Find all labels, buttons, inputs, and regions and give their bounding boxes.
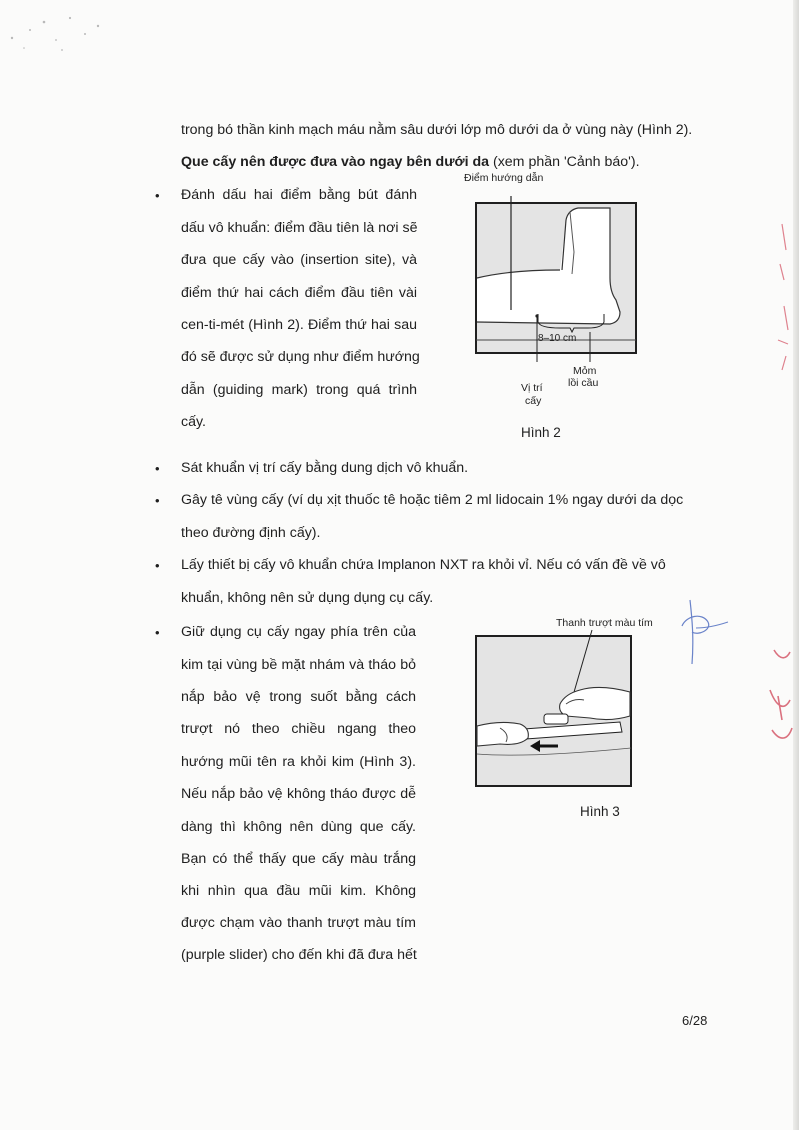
bullet-4-marker: • (155, 558, 160, 573)
bullet-1-line-7: dẫn (guiding mark) trong quá trình (181, 382, 417, 398)
bullet-1-marker: • (155, 188, 160, 203)
bullet-5-line-9: khi nhìn qua đầu mũi kim. Không (181, 883, 416, 899)
bullet-5-line-11: (purple slider) cho đến khi đã đưa hết (181, 947, 417, 963)
bullet-5-line-5: hướng mũi tên ra khỏi kim (Hình 3). (181, 754, 416, 770)
bullet-1-line-2: dấu vô khuẩn: điểm đầu tiên là nơi sẽ (181, 220, 418, 236)
page-number: 6/28 (682, 1013, 708, 1028)
bullet-1-line-6: đó sẽ được sử dụng như điểm hướng (181, 349, 420, 365)
bullet-5-line-10: được chạm vào thanh trượt màu tím (181, 915, 416, 931)
intro-line-1: trong bó thần kinh mạch máu nằm sâu dưới lớp mô dưới da ở vùng này (Hình 2). (181, 122, 693, 138)
bullet-1-line-3: đưa que cấy vào (insertion site), và (181, 252, 417, 268)
bullet-2-marker: • (155, 461, 160, 476)
bullet-4-line-1: Lấy thiết bị cấy vô khuẩn chứa Implanon NXT ra khỏi vỉ. Nếu có vấn đề về vô (181, 557, 666, 573)
bullet-4-line-2: khuẩn, không nên sử dụng dụng cụ cấy. (181, 590, 434, 606)
scan-speckles (0, 0, 120, 60)
bullet-5-line-1: Giữ dụng cụ cấy ngay phía trên của (181, 624, 416, 640)
fig2-label-guiding: Điểm hướng dẫn (464, 172, 544, 184)
red-stamp-fragments (760, 220, 794, 780)
bullet-2-text: Sát khuẩn vị trí cấy bằng dung dịch vô khuẩn. (181, 460, 469, 476)
bullet-5-line-3: nắp bảo vệ trong suốt bằng cách (181, 689, 416, 705)
intro-line-2-bold: Que cấy nên được đưa vào ngay bên dưới da (181, 154, 490, 170)
bullet-5-line-7: dàng thì không nên dùng que cấy. (181, 819, 416, 835)
bullet-5-line-6: Nếu nắp bảo vệ không tháo được dễ (181, 786, 416, 802)
fig2-label-epi-1: Mỏm (573, 365, 597, 377)
figure-2-caption: Hình 2 (521, 425, 561, 440)
fig3-label-slider: Thanh trượt màu tím (556, 617, 653, 629)
fig2-label-site-1: Vị trí (521, 382, 543, 394)
bullet-3-line-2: theo đường định cấy). (181, 525, 321, 541)
bullet-1-line-8: cấy. (181, 414, 206, 430)
bullet-5-line-2: kim tại vùng bề mặt nhám và tháo bỏ (181, 657, 416, 673)
bullet-5-line-4: trượt nó theo chiều ngang theo (181, 721, 416, 737)
bullet-1-line-5: cen-ti-mét (Hình 2). Điểm thứ hai sau (181, 317, 417, 333)
fig2-label-site-2: cấy (525, 395, 542, 407)
bullet-5-marker: • (155, 625, 160, 640)
fig2-label-epi-2: lồi cầu (568, 377, 599, 389)
figure-3-caption: Hình 3 (580, 804, 620, 819)
bullet-1-line-1: Đánh dấu hai điểm bằng bút đánh (181, 187, 417, 203)
bullet-3-marker: • (155, 493, 160, 508)
intro-line-2-rest: (xem phần 'Cảnh báo'). (489, 154, 640, 170)
bullet-5-line-8: Bạn có thể thấy que cấy màu trắng (181, 851, 416, 867)
intro-line-2 (181, 153, 640, 171)
bullet-3-line-1: Gây tê vùng cấy (ví dụ xịt thuốc tê hoặc tiêm 2 ml lidocain 1% ngay dưới da dọc (181, 492, 684, 508)
figure-3-applicator-drawing (470, 628, 640, 793)
bullet-1-line-4: điểm thứ hai cách điểm đầu tiên vài (181, 285, 417, 301)
fig2-measure-label: 8–10 cm (538, 333, 577, 344)
handwritten-initials (672, 598, 732, 670)
